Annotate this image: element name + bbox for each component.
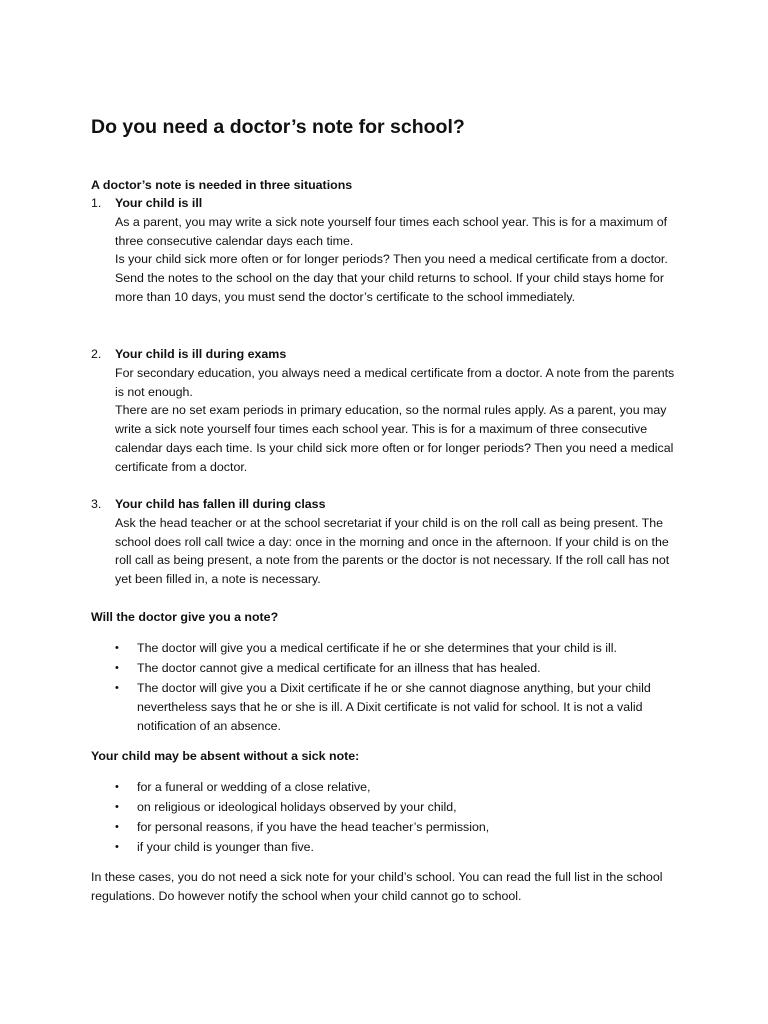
list-item-text: The doctor will give you a Dixit certificate if he or she cannot diagnose anything, but your child nevertheless says that he or she is ill. A Dixit certificate is not valid for school. It is not a valid notification of an absence. (137, 680, 651, 733)
situation-heading: Your child is ill (115, 196, 203, 210)
situation-1 (91, 194, 681, 307)
situation-paragraph: As a parent, you may write a sick note yourself four times each school year. This is for a maximum of three consecutive calendar days each time. (115, 214, 668, 248)
situation-2 (91, 345, 681, 477)
situation-paragraph: There are no set exam periods in primary education, so the normal rules apply. As a parent, you may write a sick note yourself four times each school year. This is for a maximum of three consecutive calendar days each time. Is your child sick more often or for longer periods? Then you need a medical certificate from a doctor. (115, 403, 674, 474)
closing-paragraph: In these cases, you do not need a sick note for your child’s school. You can read the full list in the school regulations. Do however notify the school when your child cannot go to school. (91, 870, 663, 903)
bullet-icon: • (115, 681, 119, 694)
intro-heading: A doctor’s note is needed in three situations (91, 178, 353, 192)
list-item-text: The doctor will give you a medical certificate if he or she determines that your child is ill. (137, 641, 618, 655)
situation-paragraph: For secondary education, you always need a medical certificate from a doctor. A note from the parents is not enough. (115, 365, 675, 399)
situation-number: 2. (91, 347, 102, 361)
situation-paragraph: Send the notes to the school on the day that your child returns to school. If your child stays home for more than 10 days, you must send the doctor’s certificate to the school immediately. (115, 271, 664, 304)
bullet-icon: • (115, 661, 119, 674)
situation-number: 1. (91, 196, 102, 210)
absent-section-heading: Your child may be absent without a sick note: (91, 749, 360, 763)
list-item-text: The doctor cannot give a medical certificate for an illness that has healed. (137, 660, 541, 675)
list-item (91, 639, 681, 658)
situation-heading: Your child has fallen ill during class (115, 497, 326, 511)
list-item-text: on religious or ideological holidays observed by your child, (137, 799, 457, 814)
list-item (91, 778, 681, 797)
list-item-text: if your child is younger than five. (137, 839, 315, 854)
situation-heading: Your child is ill during exams (115, 347, 287, 361)
doctor-section-heading: Will the doctor give you a note? (91, 610, 279, 624)
list-item (91, 659, 681, 678)
list-item (91, 838, 681, 857)
situation-paragraph: Is your child sick more often or for longer periods? Then you need a medical certificate from a doctor. (115, 252, 668, 267)
bullet-icon: • (115, 800, 119, 813)
doctor-bullet-list (91, 639, 681, 737)
list-item (91, 798, 681, 817)
list-item (91, 818, 681, 837)
list-item (91, 679, 681, 735)
bullet-icon: • (115, 781, 119, 793)
situation-3 (91, 495, 681, 589)
list-item-text: for personal reasons, if you have the head teacher’s permission, (137, 819, 490, 834)
absent-bullet-list (91, 778, 681, 858)
bullet-icon: • (115, 642, 119, 654)
situation-number: 3. (91, 497, 102, 511)
list-item-text: for a funeral or wedding of a close relative, (137, 780, 371, 794)
bullet-icon: • (115, 840, 119, 853)
situation-paragraph: Ask the head teacher or at the school secretariat if your child is on the roll call as being present. The school does roll call twice a day: once in the morning and once in the afternoon. If your child is on the roll call as being present, a note from the parents or the doctor is not necessary. If the roll call has not yet been filled in, a note is necessary. (115, 515, 670, 587)
bullet-icon: • (115, 820, 119, 833)
page-title: Do you need a doctor’s note for school? (91, 116, 465, 138)
